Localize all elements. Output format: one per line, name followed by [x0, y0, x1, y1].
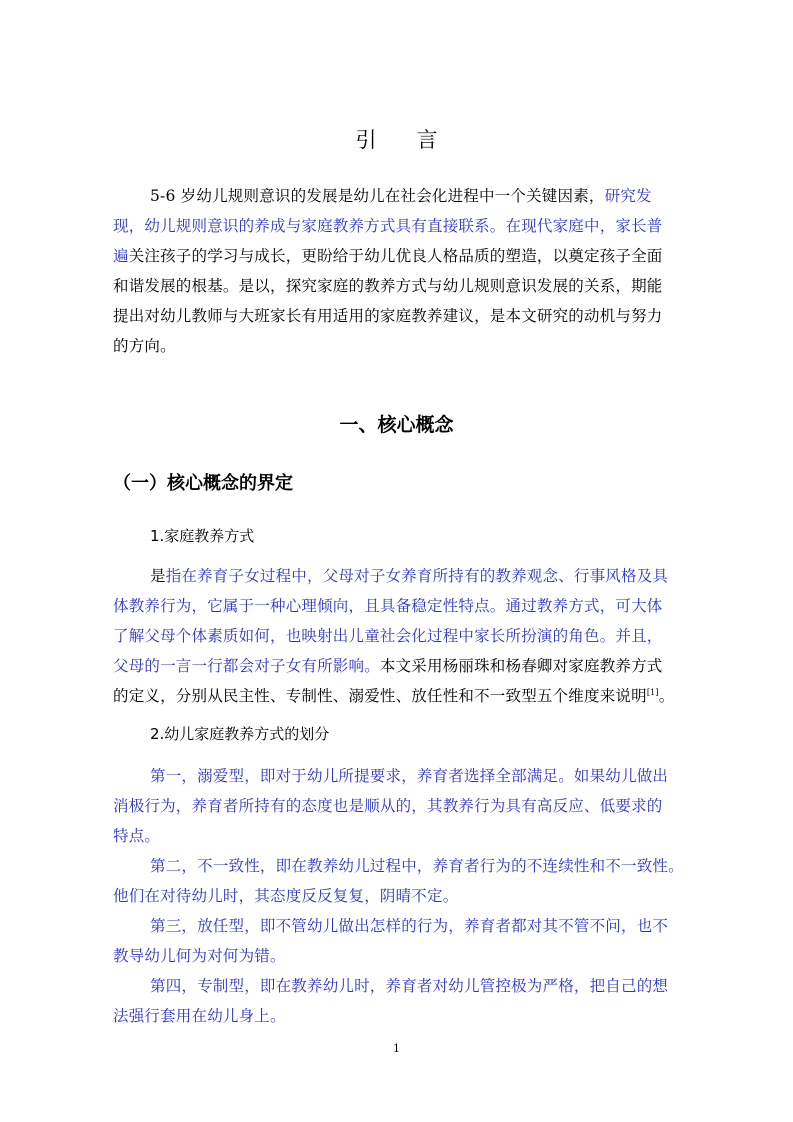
item-heading-family-parenting: 1.家庭教养方式 [150, 527, 255, 545]
section-heading: 一、核心概念 [339, 414, 454, 436]
body-highlight: 指在养育子女过程中，父母对子女养育所持有的教养观念、行事风格及具 [165, 567, 669, 585]
body-line [113, 626, 681, 646]
citation-marker: [1] [646, 687, 659, 697]
page-number: 1 [393, 1042, 400, 1055]
intro-line [113, 306, 681, 326]
intro-highlight: 研究发 [604, 187, 652, 205]
body-line: 他们在对待幼儿时，其态度反反复复，阴晴不定。 [113, 887, 459, 905]
body-highlight: 体教养行为，它属于一种心理倾向，且具备稳定性特点。通过教养方式，可大体 [113, 597, 663, 615]
intro-text: 关注孩子的学习与成长，更盼给于幼儿优良人格品质的塑造，以奠定孩子全面 [128, 247, 663, 265]
intro-text: 和谐发展的根基。是以，探究家庭的教养方式与幼儿规则意识发展的关系，期能 [113, 277, 663, 295]
body-line: 消极行为，养育者所持有的态度也是顺从的，其教养行为具有高反应、低要求的 [113, 797, 663, 815]
body-line [113, 596, 681, 616]
page-title: 引言 [355, 128, 478, 152]
body-highlight: 了解父母个体素质如何，也映射出儿童社会化过程中家长所扮演的角色。并且， [113, 627, 663, 645]
subsection-heading: （一）核心概念的界定 [113, 473, 293, 494]
intro-text: 提出对幼儿教师与大班家长有用适用的家庭教养建议，是本文研究的动机与努力 [113, 307, 663, 325]
intro-line [113, 336, 681, 356]
body-line: 第四，专制型，即在教养幼儿时，养育者对幼儿管控极为严格，把自己的想 [150, 977, 669, 995]
body-highlight: 父母的一言一行都会对子女有所影响。 [113, 657, 380, 675]
body-text: 是 [150, 567, 166, 585]
body-line: 教导幼儿何为对何为错。 [113, 947, 286, 965]
intro-line [113, 246, 681, 266]
intro-line [150, 186, 681, 206]
body-line [113, 656, 681, 676]
body-text: 。 [658, 687, 675, 705]
body-text: 本文采用杨丽珠和杨春卿对家庭教养方式 [379, 657, 663, 675]
body-line: 第二，不一致性，即在教养幼儿过程中，养育者行为的不连续性和不一致性。 [150, 857, 684, 875]
intro-line [113, 216, 681, 236]
body-line [150, 566, 681, 586]
body-text: 的定义，分别从民主性、专制性、溺爱性、放任性和不一致型五个维度来说明 [113, 687, 647, 705]
body-line: 第三，放任型，即不管幼儿做出怎样的行为，养育者都对其不管不问，也不 [150, 917, 669, 935]
body-line: 特点。 [113, 827, 161, 845]
intro-highlight: 现，幼儿规则意识的养成与家庭教养方式具有直接联系。在现代家庭中，家长普 [113, 217, 663, 235]
body-line: 第一，溺爱型，即对于幼儿所提要求，养育者选择全部满足。如果幼儿做出 [150, 767, 669, 785]
intro-highlight: 遍 [113, 247, 129, 265]
body-line: 法强行套用在幼儿身上。 [113, 1007, 286, 1025]
intro-text: 5-6 岁幼儿规则意识的发展是幼儿在社会化进程中一个关键因素， [150, 187, 605, 205]
intro-line [113, 276, 681, 296]
intro-text: 的方向。 [113, 337, 176, 355]
item-heading-classification: 2.幼儿家庭教养方式的划分 [150, 725, 330, 743]
body-line [113, 686, 681, 706]
